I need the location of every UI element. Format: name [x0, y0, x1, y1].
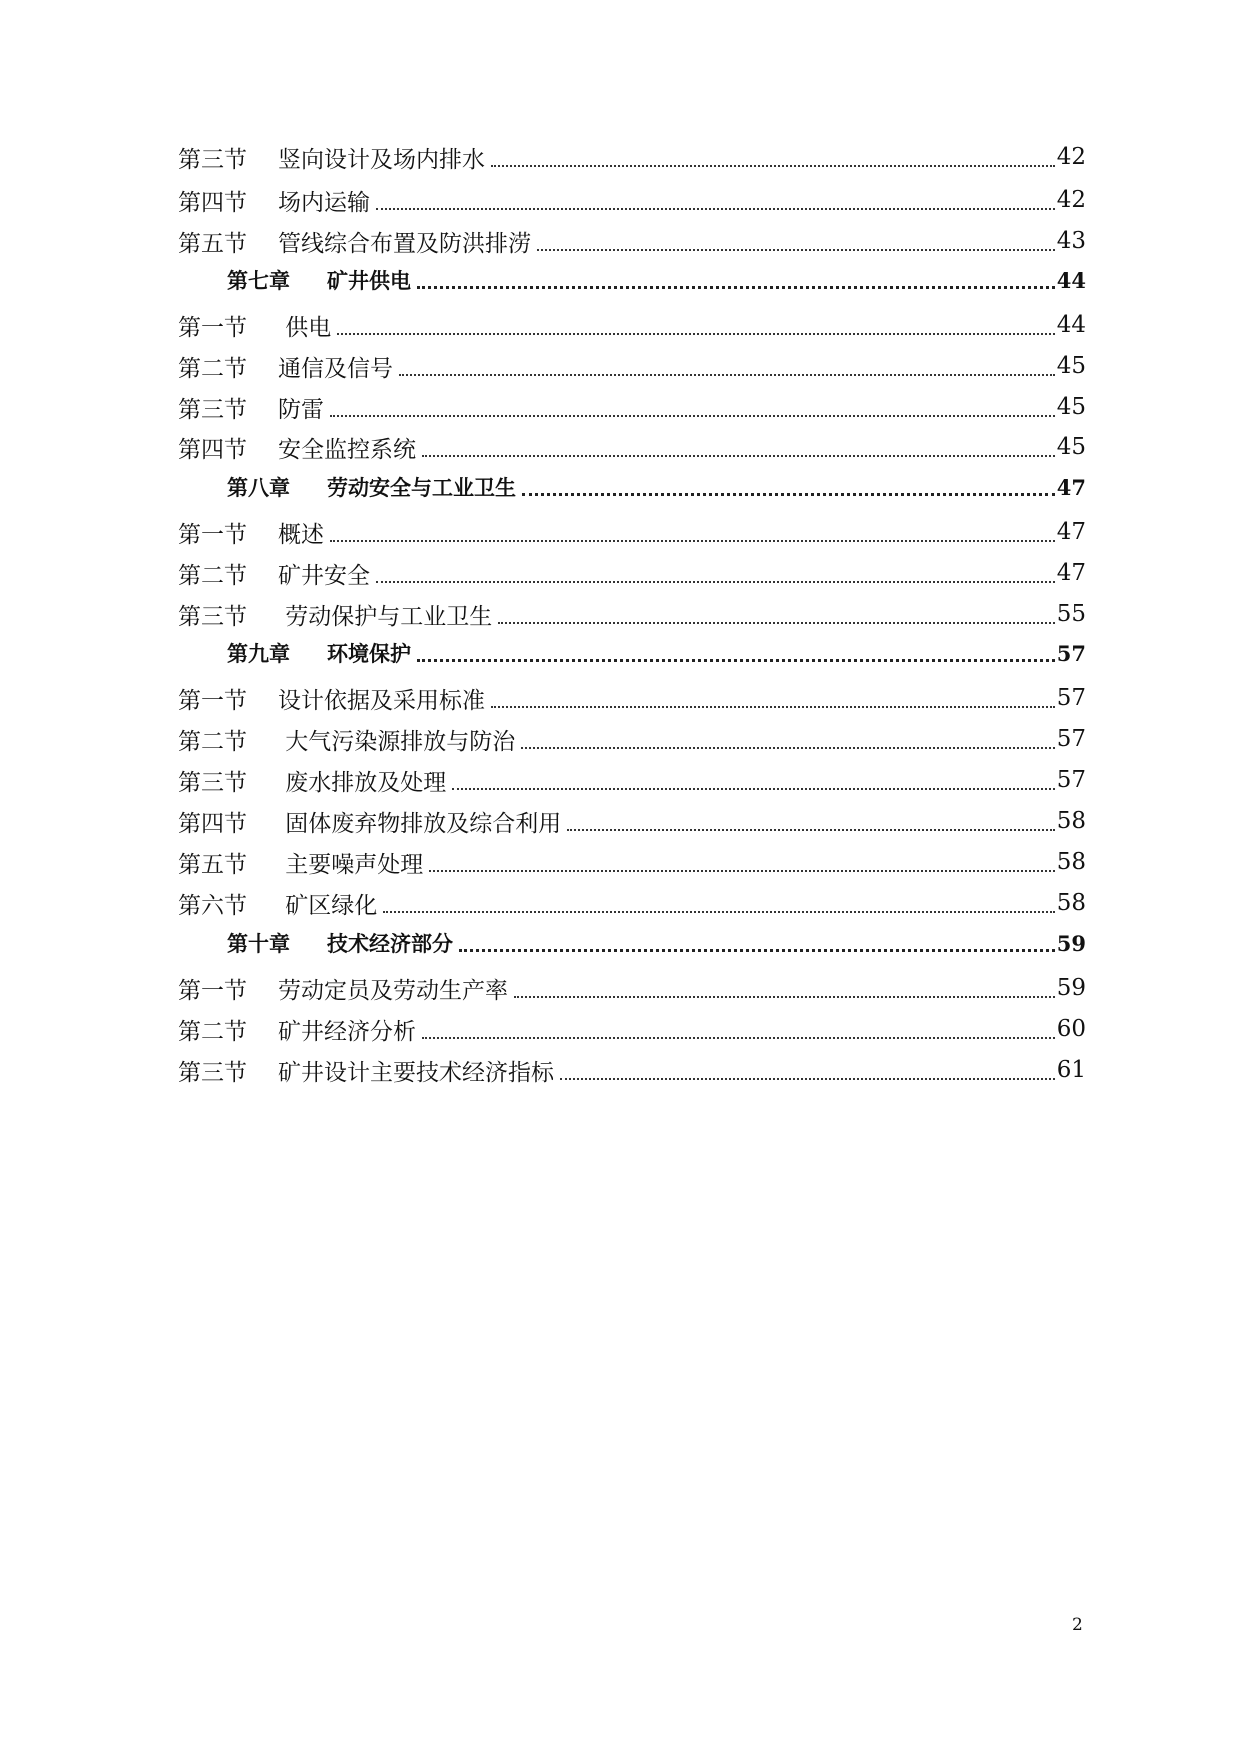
toc-dot-leader	[383, 911, 1054, 913]
toc-entry-page: 44	[1056, 312, 1086, 338]
toc-entry-page: 45	[1056, 353, 1086, 379]
toc-entry-number: 第七章	[227, 268, 290, 293]
toc-entry-title: 矿井经济分析	[278, 1018, 416, 1045]
toc-entry-page: 58	[1056, 808, 1086, 834]
toc-dot-leader	[376, 208, 1055, 210]
toc-dot-leader	[429, 870, 1054, 872]
toc-entry-number: 第一节	[178, 687, 247, 714]
toc-chapter-entry[interactable]	[227, 467, 1086, 507]
toc-entry-page: 57	[1056, 685, 1086, 711]
toc-section-entry[interactable]	[178, 427, 1086, 467]
toc-section-entry[interactable]	[178, 553, 1086, 593]
toc-entry-number: 第二节	[178, 562, 247, 589]
toc-entry-page: 58	[1056, 890, 1086, 916]
toc-entry-page: 47	[1056, 560, 1086, 586]
toc-section-entry[interactable]	[178, 801, 1086, 841]
toc-section-entry[interactable]	[178, 678, 1086, 718]
toc-entry-number: 第九章	[227, 641, 290, 666]
toc-entry-page: 45	[1056, 434, 1086, 460]
toc-entry-page: 61	[1056, 1057, 1086, 1083]
toc-dot-leader	[399, 374, 1055, 376]
toc-dot-leader	[560, 1078, 1055, 1080]
toc-entry-number: 第四节	[178, 810, 247, 837]
toc-entry-title: 概述	[278, 521, 324, 548]
toc-entry-number: 第五节	[178, 230, 247, 257]
toc-section-entry[interactable]	[178, 1009, 1086, 1049]
toc-entry-title: 劳动保护与工业卫生	[278, 603, 493, 630]
toc-dot-leader	[422, 455, 1055, 457]
toc-entry-title: 劳动定员及劳动生产率	[278, 977, 508, 1004]
toc-dot-leader	[422, 1037, 1055, 1039]
toc-entry-number: 第二节	[178, 355, 247, 382]
toc-entry-title: 主要噪声处理	[278, 851, 424, 878]
toc-section-entry[interactable]	[178, 760, 1086, 800]
toc-dot-leader	[330, 415, 1055, 417]
toc-dot-leader	[522, 493, 1055, 496]
toc-entry-page: 55	[1056, 601, 1086, 627]
toc-entry-title: 矿井供电	[327, 268, 411, 293]
toc-section-entry[interactable]	[178, 594, 1086, 634]
toc-dot-leader	[376, 581, 1055, 583]
toc-entry-page: 42	[1056, 144, 1086, 170]
toc-entry-title: 废水排放及处理	[278, 769, 447, 796]
toc-entry-page: 43	[1056, 228, 1086, 254]
toc-entry-page: 58	[1056, 849, 1086, 875]
toc-entry-number: 第四节	[178, 189, 247, 216]
page-number: 2	[1072, 1615, 1083, 1635]
toc-dot-leader	[521, 747, 1054, 749]
toc-section-entry[interactable]	[178, 842, 1086, 882]
toc-entry-title: 管线综合布置及防洪排涝	[278, 230, 531, 257]
toc-entry-number: 第八章	[227, 475, 290, 500]
toc-entry-number: 第五节	[178, 851, 247, 878]
toc-entry-number: 第一节	[178, 977, 247, 1004]
toc-entry-title: 劳动安全与工业卫生	[327, 475, 516, 500]
toc-entry-page: 57	[1056, 640, 1086, 666]
toc-entry-number: 第三节	[178, 769, 247, 796]
toc-entry-number: 第二节	[178, 728, 247, 755]
toc-entry-page: 44	[1056, 267, 1086, 293]
toc-dot-leader	[337, 333, 1054, 335]
toc-dot-leader	[417, 659, 1055, 662]
toc-entry-title: 通信及信号	[278, 355, 393, 382]
toc-entry-title: 安全监控系统	[278, 436, 416, 463]
toc-chapter-entry[interactable]	[227, 923, 1086, 963]
toc-section-entry[interactable]	[178, 137, 1086, 177]
toc-entry-number: 第一节	[178, 314, 247, 341]
toc-entry-title: 场内运输	[278, 189, 370, 216]
toc-section-entry[interactable]	[178, 883, 1086, 923]
toc-chapter-entry[interactable]	[227, 633, 1086, 673]
toc-entry-number: 第十章	[227, 931, 290, 956]
toc-entry-page: 59	[1056, 975, 1086, 1001]
toc-entry-title: 环境保护	[327, 641, 411, 666]
toc-entry-number: 第三节	[178, 1059, 247, 1086]
toc-section-entry[interactable]	[178, 180, 1086, 220]
toc-entry-title: 大气污染源排放与防治	[278, 728, 516, 755]
toc-entry-title: 设计依据及采用标准	[278, 687, 485, 714]
toc-entry-page: 57	[1056, 767, 1086, 793]
toc-entry-title: 矿区绿化	[278, 892, 378, 919]
toc-entry-number: 第三节	[178, 146, 247, 173]
toc-entry-page: 57	[1056, 726, 1086, 752]
toc-dot-leader	[491, 165, 1055, 167]
toc-entry-number: 第六节	[178, 892, 247, 919]
toc-section-entry[interactable]	[178, 346, 1086, 386]
toc-entry-number: 第二节	[178, 1018, 247, 1045]
toc-dot-leader	[491, 706, 1055, 708]
toc-dot-leader	[452, 788, 1054, 790]
toc-dot-leader	[330, 540, 1055, 542]
toc-dot-leader	[417, 286, 1055, 289]
toc-entry-title: 供电	[278, 314, 332, 341]
toc-dot-leader	[567, 829, 1054, 831]
toc-chapter-entry[interactable]	[227, 260, 1086, 300]
toc-entry-title: 竖向设计及场内排水	[278, 146, 485, 173]
toc-entry-page: 60	[1056, 1016, 1086, 1042]
toc-section-entry[interactable]	[178, 719, 1086, 759]
toc-entry-page: 47	[1056, 474, 1086, 500]
toc-entry-page: 45	[1056, 394, 1086, 420]
toc-section-entry[interactable]	[178, 1050, 1086, 1090]
toc-entry-number: 第三节	[178, 396, 247, 423]
toc-entry-title: 矿井安全	[278, 562, 370, 589]
toc-dot-leader	[514, 996, 1055, 998]
toc-entry-title: 防雷	[278, 396, 324, 423]
toc-dot-leader	[459, 949, 1055, 952]
toc-entry-title: 技术经济部分	[327, 931, 453, 956]
toc-dot-leader	[537, 249, 1055, 251]
toc-entry-page: 42	[1056, 187, 1086, 213]
toc-entry-number: 第一节	[178, 521, 247, 548]
toc-section-entry[interactable]	[178, 512, 1086, 552]
toc-entry-number: 第三节	[178, 603, 247, 630]
toc-entry-title: 固体废弃物排放及综合利用	[278, 810, 562, 837]
toc-section-entry[interactable]	[178, 968, 1086, 1008]
toc-entry-page: 47	[1056, 519, 1086, 545]
toc-entry-page: 59	[1056, 930, 1086, 956]
toc-entry-number: 第四节	[178, 436, 247, 463]
toc-entry-title: 矿井设计主要技术经济指标	[278, 1059, 554, 1086]
toc-dot-leader	[498, 622, 1054, 624]
toc-section-entry[interactable]	[178, 305, 1086, 345]
toc-section-entry[interactable]	[178, 387, 1086, 427]
toc-section-entry[interactable]	[178, 221, 1086, 261]
